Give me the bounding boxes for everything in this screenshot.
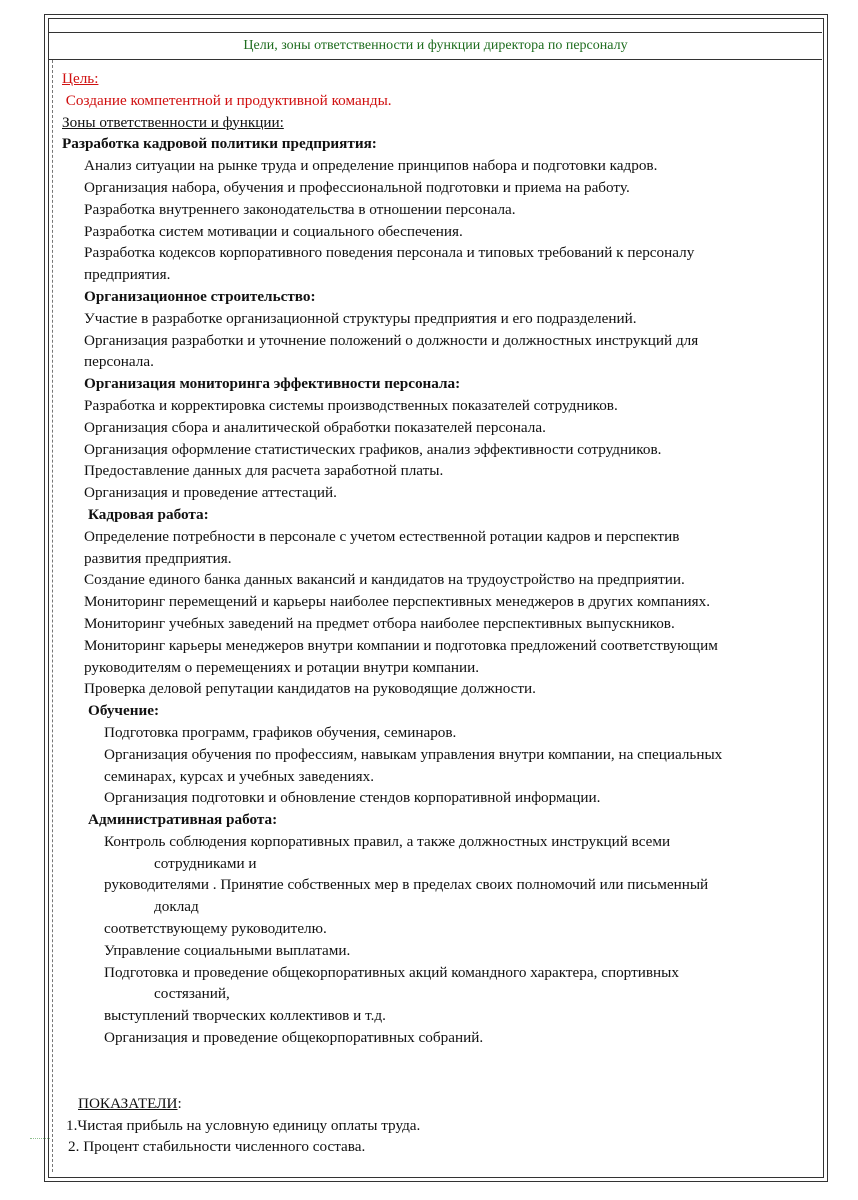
indicator-item: 1.Чистая прибыль на условную единицу оплаты труда.	[66, 1116, 421, 1134]
list-item: Подготовка программ, графиков обучения, семинаров.	[104, 723, 457, 741]
section-title-training: Обучение:	[88, 702, 160, 720]
list-item: Предоставление данных для расчета заработной платы.	[84, 462, 444, 480]
section-title-org-building: Организационное строительство:	[84, 287, 316, 305]
list-item: Разработка систем мотивации и социального обеспечения.	[84, 222, 463, 240]
list-item: Мониторинг перемещений и карьеры наиболее перспективных менеджеров в других компаниях.	[84, 593, 710, 611]
goal-label: Цель:	[62, 70, 99, 87]
list-item: Организация подготовки и обновление стендов корпоративной информации.	[104, 789, 601, 807]
list-item: Создание единого банка данных вакансий и кандидатов на трудоустройство на предприятии.	[84, 571, 685, 589]
list-item: Управление социальными выплатами.	[104, 941, 351, 959]
list-item: Организация и проведение общекорпоративных собраний.	[104, 1029, 484, 1047]
list-item: Разработка и корректировка системы производственных показателей сотрудников.	[84, 396, 618, 414]
list-item: Организация и проведение аттестаций.	[84, 484, 337, 502]
section-title-admin: Административная работа:	[88, 811, 278, 829]
list-item: Мониторинг карьеры менеджеров внутри компании и подготовка предложений соответствующим	[84, 636, 718, 654]
list-item: Проверка деловой репутации кандидатов на руководящие должности.	[84, 680, 536, 698]
list-item: сотрудниками и	[154, 854, 257, 872]
list-item: предприятия.	[84, 266, 171, 284]
list-item: Разработка внутреннего законодательства в отношении персонала.	[84, 200, 516, 218]
list-item: Участие в разработке организационной структуры предприятия и его подразделений.	[84, 309, 637, 327]
list-item: состязаний,	[154, 985, 230, 1003]
list-item: Контроль соблюдения корпоративных правил, а также должностных инструкций всеми	[104, 832, 671, 850]
list-item: руководителям о перемещениях и ротации внутри компании.	[84, 658, 480, 676]
goal-text: Создание компетентной и продуктивной команды.	[62, 91, 392, 109]
list-item: руководителями . Принятие собственных мер в пределах своих полномочий или письменный	[104, 876, 709, 894]
list-item: соответствующему руководителю.	[104, 920, 327, 938]
list-item: персонала.	[84, 353, 154, 371]
list-item: Разработка кодексов корпоративного поведения персонала и типовых требований к персоналу	[84, 244, 695, 262]
list-item: Организация разработки и уточнение положений о должности и должностных инструкций для	[84, 331, 699, 349]
list-item: доклад	[154, 898, 199, 916]
list-item: Организация обучения по профессиям, навыкам управления внутри компании, на специальных	[104, 745, 723, 763]
margin-line	[52, 60, 53, 1172]
header-title: Цели, зоны ответственности и функции директора по персоналу	[243, 38, 628, 53]
list-item: семинарах, курсах и учебных заведениях.	[104, 767, 375, 785]
list-item: Организация набора, обучения и профессиональной подготовки и приема на работу.	[84, 178, 630, 196]
spacer	[62, 1049, 812, 1093]
page-header	[49, 32, 822, 60]
indicators-colon: :	[177, 1094, 182, 1112]
list-item: выступлений творческих коллективов и т.д.	[104, 1007, 386, 1025]
list-item: Определение потребности в персонале с учетом естественной ротации кадров и перспектив	[84, 527, 680, 545]
document-body	[62, 68, 812, 1158]
list-item: Подготовка и проведение общекорпоративных акций командного характера, спортивных	[104, 963, 679, 981]
indicator-item: 2. Процент стабильности численного состава.	[68, 1138, 366, 1156]
indicators-heading	[62, 1093, 812, 1115]
zones-label: Зоны ответственности и функции:	[62, 113, 284, 131]
section-title-hr-policy: Разработка кадровой политики предприятия:	[62, 135, 377, 153]
section-title-monitoring: Организация мониторинга эффективности персонала:	[84, 375, 461, 393]
margin-mark	[30, 1138, 50, 1139]
list-item: Анализ ситуации на рынке труда и определение принципов набора и подготовки кадров.	[84, 157, 658, 175]
section-title-hr-work: Кадровая работа:	[88, 505, 209, 523]
list-item: развития предприятия.	[84, 549, 232, 567]
indicators-label: ПОКАЗАТЕЛИ	[78, 1094, 178, 1112]
list-item: Организация оформление статистических графиков, анализ эффективности сотрудников.	[84, 440, 662, 458]
list-item: Организация сбора и аналитической обработки показателей персонала.	[84, 418, 546, 436]
list-item: Мониторинг учебных заведений на предмет отбора наиболее перспективных выпускников.	[84, 614, 675, 632]
